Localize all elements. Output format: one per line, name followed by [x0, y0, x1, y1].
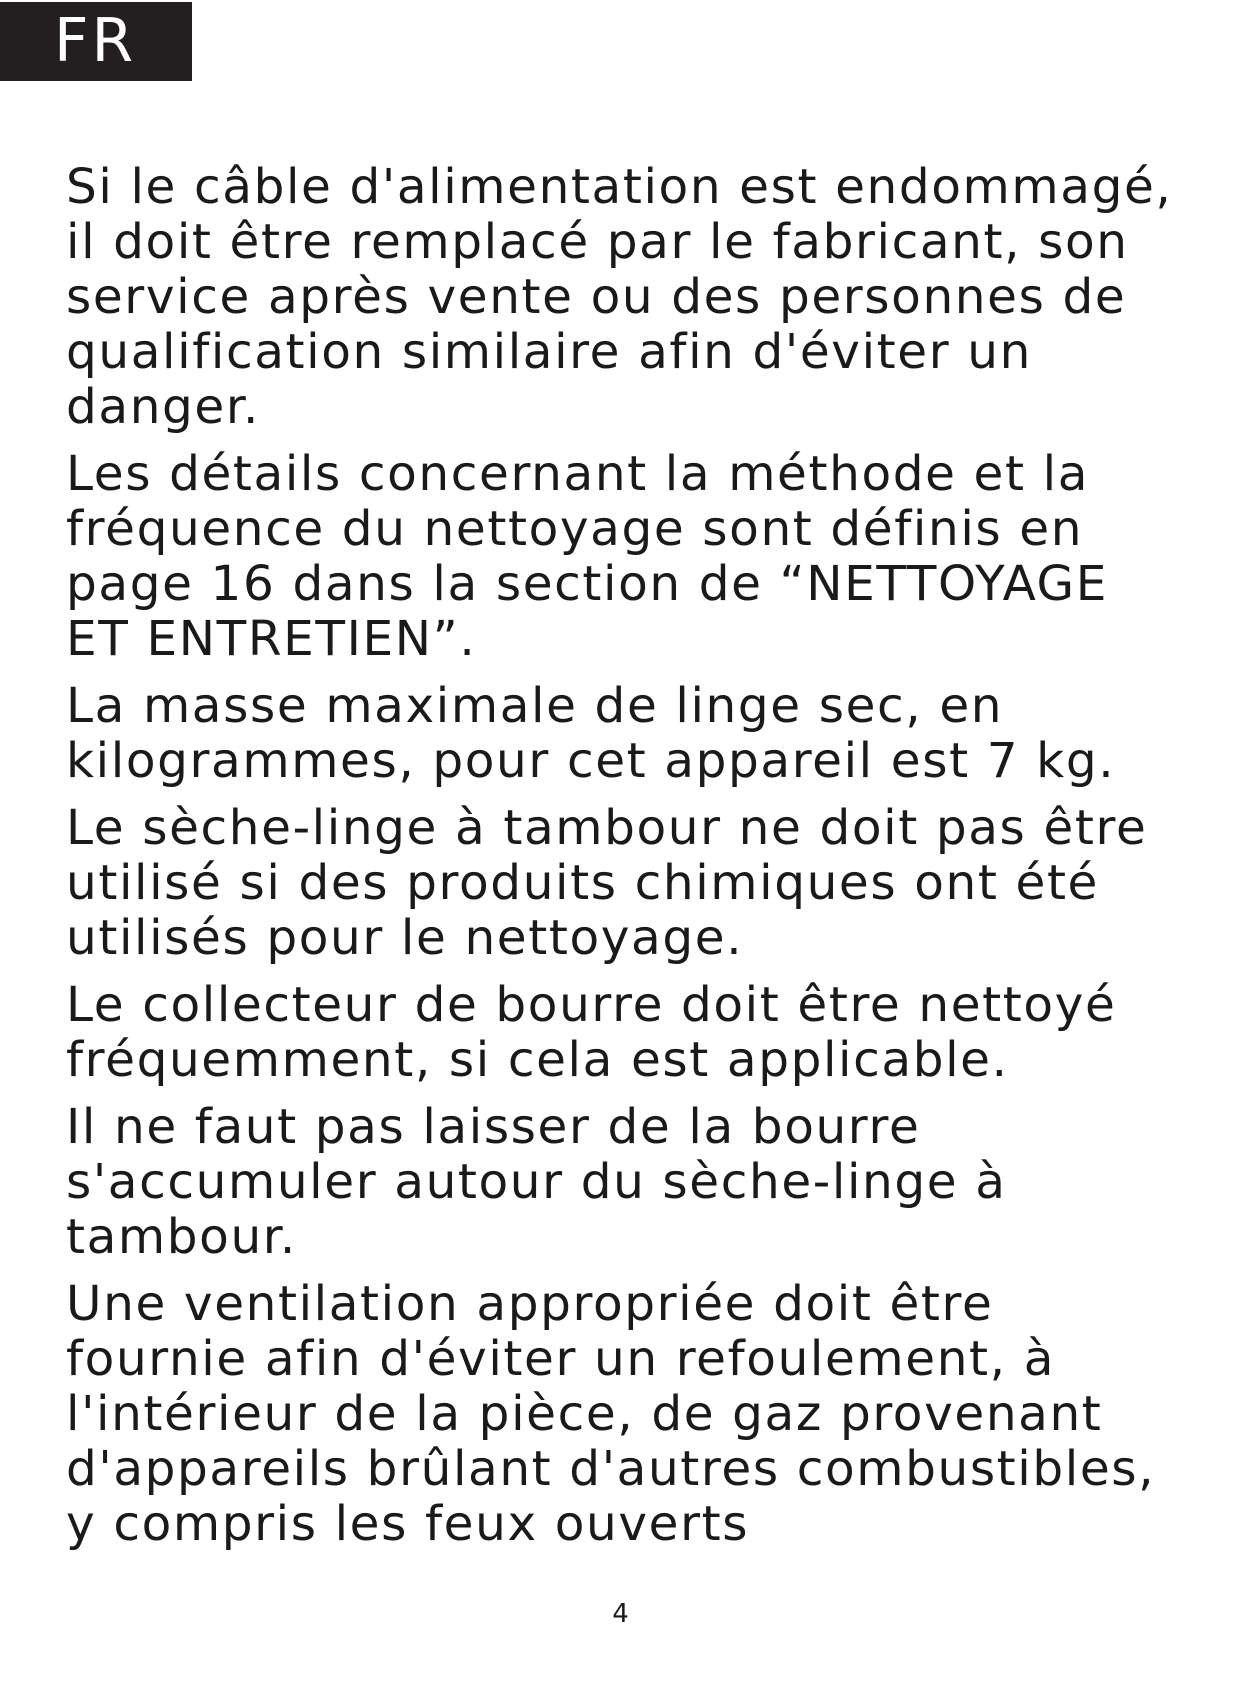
text-line: il doit être remplacé par le fabricant, son: [66, 214, 1129, 270]
paragraph-power-cable: [66, 160, 1226, 435]
page-number: 4: [612, 1599, 629, 1629]
text-line: tambour.: [66, 1209, 297, 1265]
text-line: d'appareils brûlant d'autres combustibles,: [66, 1441, 1156, 1497]
text-line: ET ENTRETIEN”.: [66, 611, 477, 667]
text-line: s'accumuler autour du sèche-linge à: [66, 1154, 1007, 1210]
text-line: utilisé si des produits chimiques ont été: [66, 855, 1099, 911]
language-badge: FR: [0, 2, 192, 81]
text-line: y compris les feux ouverts: [66, 1496, 750, 1552]
text-line: Il ne faut pas laisser de la bourre: [66, 1099, 921, 1155]
text-line: La masse maximale de linge sec, en: [66, 678, 1004, 734]
text-line: danger.: [66, 379, 260, 435]
text-line: Si le câble d'alimentation est endommagé,: [66, 159, 1173, 215]
paragraph-max-load: [66, 679, 1226, 789]
text-line: fréquence du nettoyage sont définis en: [66, 501, 1084, 557]
paragraph-lint-accumulation: [66, 1100, 1226, 1265]
text-line: kilogrammes, pour cet appareil est 7 kg.: [66, 733, 1116, 789]
text-line: Une ventilation appropriée doit être: [66, 1276, 994, 1332]
text-line: Le collecteur de bourre doit être nettoyé: [66, 977, 1117, 1033]
text-line: fréquemment, si cela est applicable.: [66, 1032, 1009, 1088]
text-line: fournie afin d'éviter un refoulement, à: [66, 1331, 1056, 1387]
safety-instructions: [66, 160, 1226, 1564]
text-line: Le sèche-linge à tambour ne doit pas être: [66, 800, 1148, 856]
text-line: l'intérieur de la pièce, de gaz provenant: [66, 1386, 1103, 1442]
text-line: Les détails concernant la méthode et la: [66, 446, 1090, 502]
text-line: utilisés pour le nettoyage.: [66, 910, 744, 966]
paragraph-ventilation: [66, 1277, 1226, 1552]
text-line: qualification similaire afin d'éviter un: [66, 324, 1032, 380]
paragraph-chemicals: [66, 801, 1226, 966]
text-line: page 16 dans la section de “NETTOYAGE: [66, 556, 1108, 612]
text-line: service après vente ou des personnes de: [66, 269, 1127, 325]
paragraph-cleaning-details: [66, 447, 1226, 667]
paragraph-lint-filter: [66, 978, 1226, 1088]
